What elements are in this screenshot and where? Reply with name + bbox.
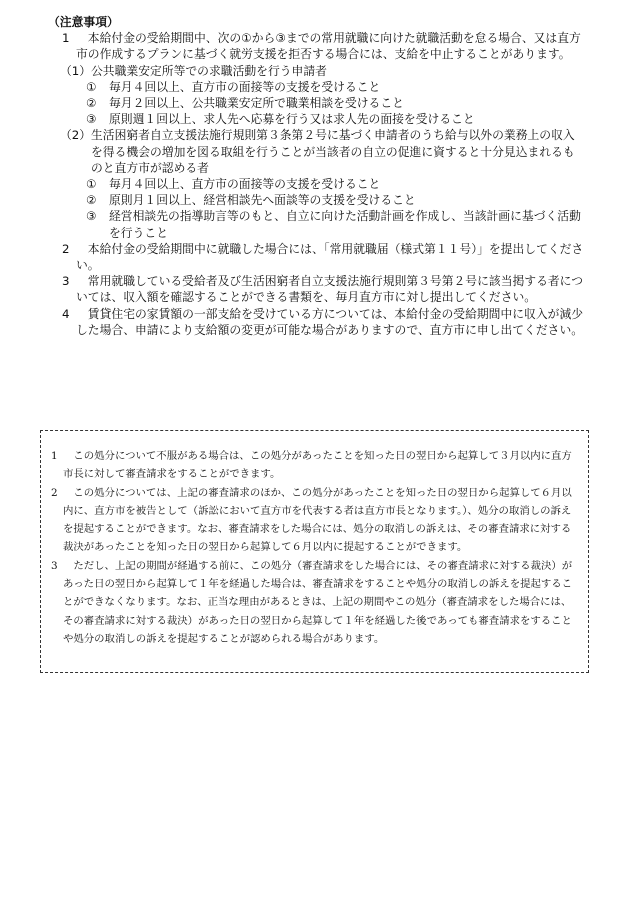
note-subsub-item (54, 176, 586, 192)
note-item-number: 1 (62, 31, 70, 46)
note-subsub-text: 経営相談先の指導助言等のもと、自立に向けた活動計画を作成し、当該計画に基づく活動を行うこと (109, 209, 581, 240)
appeal-item-text: この処分については、上記の審査請求のほか、この処分があったことを知った日の翌日から起算して６月以内に、直方市を被告として（訴訟において直方市を代表する者は直方市長となります。）、処分の取消しの訴えを提起することができます。なお、審査請求をした場合には、処分の取消しの訴えは、その審査請求に対する裁決があったことを知った日の翌日から起算して６月以内に提起することができます。 (63, 486, 572, 554)
note-subsub-item (54, 95, 586, 111)
note-sub-2 (54, 127, 586, 176)
note-subsub-text: 毎月４回以上、直方市の面接等の支援を受けること (109, 177, 381, 192)
note-item-text: 本給付金の受給期間中、次の①から③までの常用就職に向けた就職活動を怠る場合、又は直方市の作成するプランに基づく就労支援を拒否する場合には、支給を中止することがあります。 (76, 31, 581, 62)
appeal-item-1 (51, 447, 579, 484)
appeal-item-2 (51, 484, 579, 557)
appeal-item-number: 3 (51, 559, 58, 572)
circled-number: ① (86, 177, 97, 192)
notes-section (48, 14, 586, 338)
appeal-notice-box (40, 430, 589, 673)
appeal-item-text: ただし、上記の期間が経過する前に、この処分（審査請求をした場合には、その審査請求に対する裁決）があった日の翌日から起算して１年を経過した場合は、審査請求をすることや処分の取消しの訴えを提起することができなくなります。なお、正当な理由があるときは、上記の期間やこの処分（審査請求をした場合には、その審査請求に対する裁決）があった日の翌日から起算して１年を経過した後であっても審査請求をすることや処分の取消しの訴えを提起することが認められる場合があります。 (63, 559, 573, 645)
note-subsub-item (54, 79, 586, 95)
circled-number: ③ (86, 112, 97, 127)
appeal-notice-content (51, 447, 579, 648)
circled-number: ③ (86, 209, 97, 224)
note-subsub-text: 毎月２回以上、公共職業安定所で職業相談を受けること (109, 96, 404, 111)
note-item-text: 本給付金の受給期間中に就職した場合には、「常用就職届（様式第１１号）」を提出してください。 (76, 241, 584, 273)
circled-number: ② (86, 193, 97, 208)
appeal-item-number: 2 (51, 486, 58, 499)
note-subsub-text: 原則週１回以上、求人先へ応募を行う又は求人先の面接を受けること (109, 112, 475, 127)
note-item-number: 3 (62, 274, 70, 289)
appeal-item-text: この処分について不服がある場合は、この処分があったことを知った日の翌日から起算して３月以内に直方市長に対して審査請求をすることができます。 (63, 450, 572, 481)
note-subsub-text: 原則月１回以上、経営相談先へ面談等の支援を受けること (109, 193, 416, 208)
note-sub-text: 公共職業安定所等での求職活動を行う申請者 (91, 63, 327, 78)
note-sub-number: （1） (60, 63, 92, 78)
note-item-text: 賃貸住宅の家賃額の一部支給を受けている方については、本給付金の受給期間中に収入が減少した場合、申請により支給額の変更が可能な場合がありますので、直方市に申し出てください。 (76, 306, 584, 337)
note-sub-1 (54, 63, 586, 79)
note-item-number: 2 (62, 241, 70, 256)
note-item-2 (54, 241, 586, 273)
note-item-text: 常用就職している受給者及び生活困窮者自立支援法施行規則第３号第２号に該当掲する者については、収入額を確認することができる書類を、毎月直方市に対し提出してください。 (76, 274, 584, 305)
note-sub-number: （2） (60, 128, 92, 143)
note-subsub-item (54, 192, 586, 208)
circled-number: ② (86, 96, 97, 111)
notes-heading: （注意事項） (48, 15, 119, 29)
note-item-number: 4 (62, 306, 70, 321)
note-subsub-text: 毎月４回以上、直方市の面接等の支援を受けること (109, 79, 381, 94)
note-subsub-item (54, 111, 586, 127)
circled-number: ① (86, 79, 97, 94)
appeal-item-number: 1 (51, 450, 58, 462)
appeal-item-3 (51, 557, 579, 648)
note-item-1 (54, 30, 586, 62)
note-subsub-item (54, 208, 586, 240)
note-item-3 (54, 273, 586, 305)
note-sub-text: 生活困窮者自立支援法施行規則第３条第２号に基づく申請者のうち給与以外の業務上の収入を得る機会の増加を図る取組を行うことが当該者の自立の促進に資すると十分見込まれるものと直方市が認める者 (91, 128, 575, 175)
note-item-4 (54, 306, 586, 338)
